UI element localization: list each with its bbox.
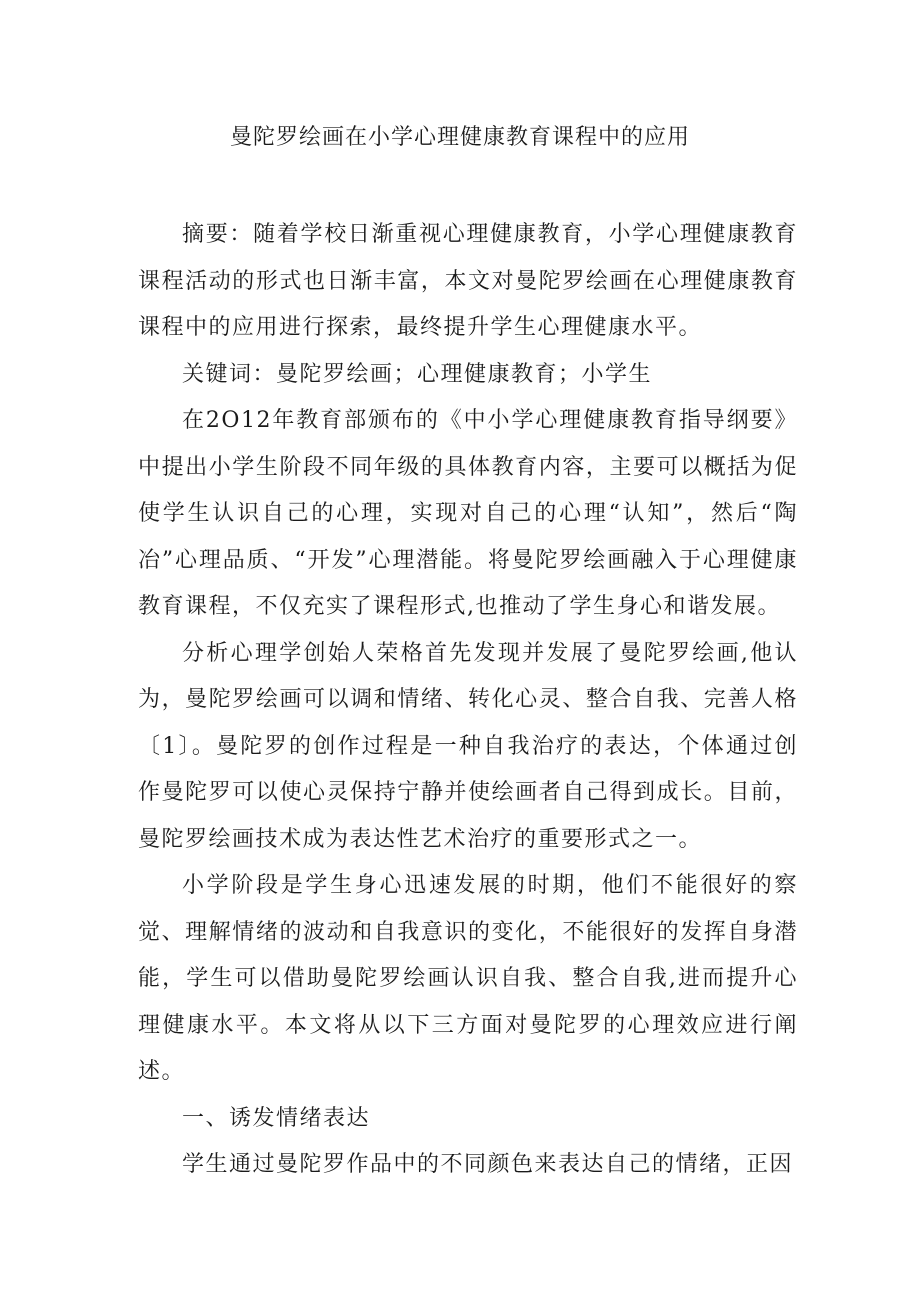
section-heading: 一、诱发情绪表达 <box>182 1105 371 1131</box>
document-body <box>138 212 798 1189</box>
body-paragraph: 学生通过曼陀罗作品中的不同颜色来表达自己的情绪，正因 <box>182 1152 794 1177</box>
body-paragraph: 小学阶段是学生身心迅速发展的时期，他们不能很好的察觉、理解情绪的波动和自我意识的变化，不能很好的发挥自身潜能，学生可以借助曼陀罗绘画认识自我、整合自我,进而提升心理健康水平。本文将从以下三方面对曼陀罗的心理效应进行阐述。 <box>138 873 798 1084</box>
body-paragraph: 分析心理学创始人荣格首先发现并发展了曼陀罗绘画,他认为，曼陀罗绘画可以调和情绪、转化心灵、整合自我、完善人格〔1〕。曼陀罗的创作过程是一种自我治疗的表达，个体通过创作曼陀罗可以使心灵保持宁静并使绘画者自己得到成长。目前，曼陀罗绘画技术成为表达性艺术治疗的重要形式之一。 <box>138 640 798 852</box>
body-paragraph: 在2O12年教育部颁布的《中小学心理健康教育指导纲要》中提出小学生阶段不同年级的具体教育内容，主要可以概括为促使学生认识自己的心理，实现对自己的心理“认知”，然后“陶冶”心理品质、“开发”心理潜能。将曼陀罗绘画融入于心理健康教育课程，不仅充实了课程形式,也推动了学生身心和谐发展。 <box>138 408 798 619</box>
abstract-paragraph: 摘要：随着学校日渐重视心理健康教育，小学心理健康教育课程活动的形式也日渐丰富，本文对曼陀罗绘画在心理健康教育课程中的应用进行探索，最终提升学生心理健康水平。 <box>138 222 798 340</box>
page-title: 曼陀罗绘画在小学心理健康教育课程中的应用 <box>229 125 690 150</box>
keywords-paragraph: 关键词：曼陀罗绘画；心理健康教育；小学生 <box>182 361 653 387</box>
